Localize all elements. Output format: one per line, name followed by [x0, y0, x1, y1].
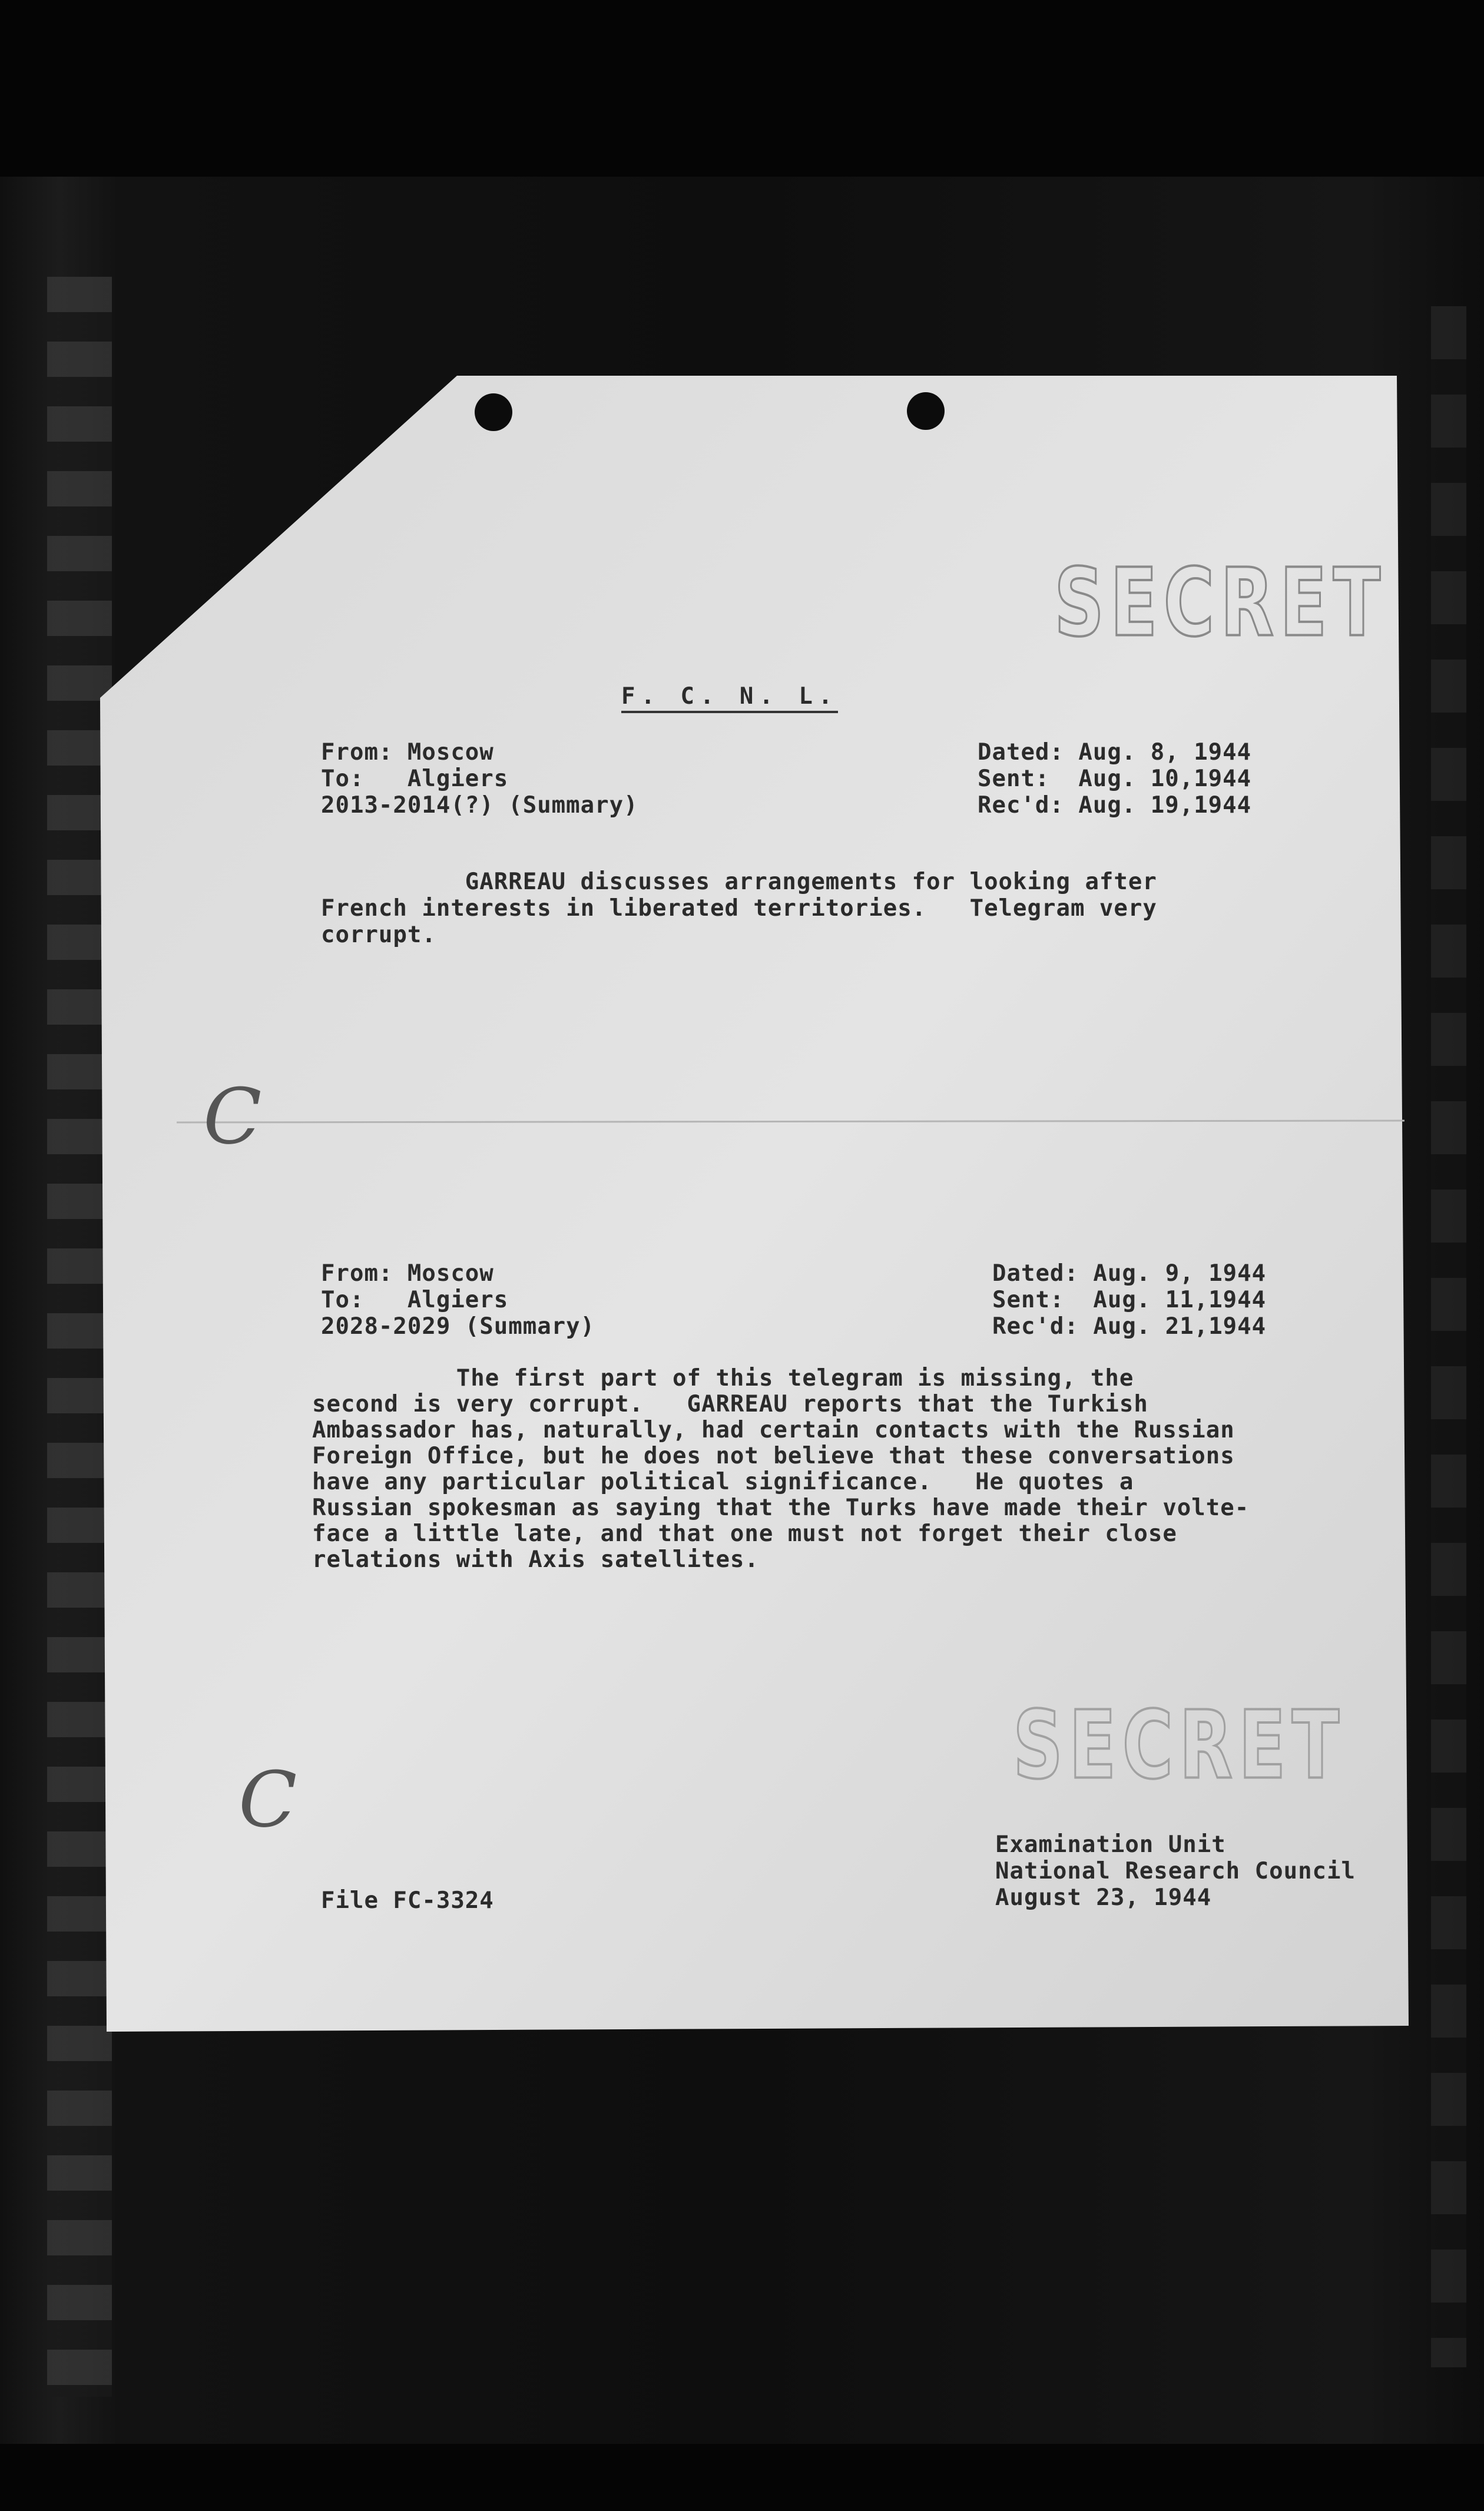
first-body-line: French interests in liberated territories. Telegram very [321, 895, 1157, 922]
second-body-line: Russian spokesman as saying that the Turks have made their volte- [312, 1495, 1250, 1521]
footer-council: National Research Council [995, 1858, 1356, 1884]
second-body-line: second is very corrupt. GARREAU reports that the Turkish [312, 1391, 1148, 1417]
first-received: Rec'd: Aug. 19,1944 [978, 792, 1252, 819]
secret-stamp-top: SECRET [1054, 548, 1387, 658]
second-reference: 2028-2029 (Summary) [321, 1313, 595, 1340]
secret-stamp-bottom: SECRET [1013, 1690, 1346, 1800]
handwritten-initial-bottom: C [238, 1755, 297, 1844]
second-received: Rec'd: Aug. 21,1944 [992, 1313, 1267, 1340]
footer-date: August 23, 1944 [995, 1884, 1212, 1911]
second-body-line: have any particular political significance. He quotes a [312, 1469, 1134, 1495]
second-sent: Sent: Aug. 11,1944 [992, 1287, 1267, 1313]
second-from: From: Moscow [321, 1260, 494, 1287]
second-body-line: The first part of this telegram is missing, the [312, 1365, 1134, 1392]
first-sent: Sent: Aug. 10,1944 [978, 766, 1252, 792]
second-dated: Dated: Aug. 9, 1944 [992, 1260, 1267, 1287]
first-to: To: Algiers [321, 766, 509, 792]
second-body-line: relations with Axis satellites. [312, 1546, 759, 1573]
heading: F. C. N. L. [621, 683, 838, 713]
second-body-line: Ambassador has, naturally, had certain contacts with the Russian [312, 1417, 1235, 1443]
first-body-line: corrupt. [321, 922, 436, 948]
first-dated: Dated: Aug. 8, 1944 [978, 739, 1252, 766]
punch-hole-right [907, 392, 945, 430]
handwritten-initial-top: C [203, 1072, 262, 1161]
punch-hole-left [475, 393, 512, 431]
second-body-line: face a little late, and that one must not forget their close [312, 1520, 1177, 1547]
first-body-line: GARREAU discusses arrangements for looking after [321, 869, 1157, 895]
footer-file-number: File FC-3324 [321, 1887, 494, 1914]
second-body-line: Foreign Office, but he does not believe that these conversations [312, 1443, 1235, 1469]
first-from: From: Moscow [321, 739, 494, 766]
second-to: To: Algiers [321, 1287, 509, 1313]
first-reference: 2013-2014(?) (Summary) [321, 792, 638, 819]
footer-unit: Examination Unit [995, 1831, 1226, 1858]
